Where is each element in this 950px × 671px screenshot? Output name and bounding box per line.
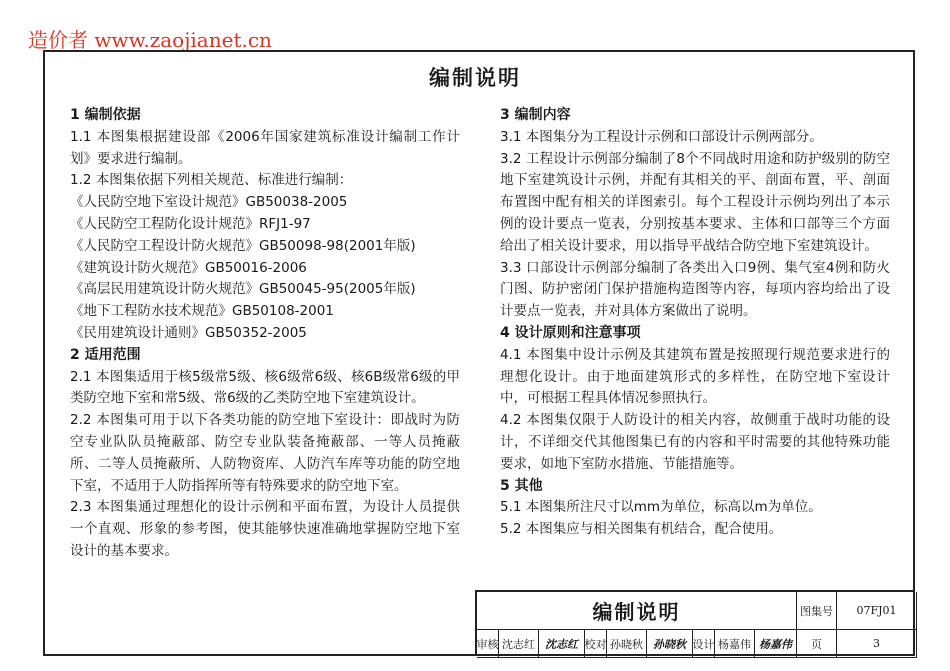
section-heading: 2 适用范围 [70,346,141,363]
section-heading: 4 设计原则和注意事项 [500,324,641,341]
paragraph: 《高层民用建筑设计防火规范》GB50045-95(2005年版) [70,281,416,298]
proofer-signature: 孙晓秋 [647,630,693,658]
paragraph: 1.1 本图集根据建设部《2006年国家建筑标准设计编制工作计划》要求进行编制。 [70,128,460,167]
paragraph: 5.2 本图集应与相关图集有机结合，配合使用。 [500,521,783,538]
designer-name: 杨嘉伟 [715,630,755,658]
proofer-name: 孙晓秋 [607,630,647,658]
paragraph: 5.1 本图集所注尺寸以mm为单位，标高以m为单位。 [500,499,822,516]
paragraph: 《人民防空地下室设计规范》GB50038-2005 [70,194,348,211]
page-label: 页 [797,630,837,658]
paragraph: 1.2 本图集依据下列相关规范、标准进行编制： [70,172,353,189]
reviewer-signature: 沈志红 [539,630,585,658]
paragraph: 《人民防空工程设计防火规范》GB50098-98(2001年版) [70,237,416,254]
section-heading: 1 编制依据 [70,107,141,123]
paragraph: 《人民防空工程防化设计规范》RFJ1-97 [70,215,311,232]
paragraph: 2.2 本图集可用于以下各类功能的防空地下室设计：即战时为防空专业队队员掩蔽部、防空专业队装备掩蔽部、一等人员掩蔽所、二等人员掩蔽所、人防物资库、人防汽车库等功能的防空地下室，不适用于人防指挥所等有特殊要求的防空地下室。 [70,412,460,494]
atlas-no-label: 图集号 [797,592,837,630]
paragraph: 2.3 本图集通过理想化的设计示例和平面布置，为设计人员提供一个直观、形象的参考图，使其能够快速准确地掌握防空地下室设计的基本要求。 [70,499,460,559]
proof-label: 校对 [585,630,607,658]
design-label: 设计 [693,630,715,658]
paragraph: 《地下工程防水技术规范》GB50108-2001 [70,303,334,320]
page-number: 3 [837,630,917,658]
right-column [500,105,890,541]
section-heading: 5 其他 [500,477,543,494]
review-label: 审核 [477,630,499,658]
reviewer-name: 沈志红 [499,630,539,658]
title-block-name: 编制说明 [477,592,797,630]
paragraph: 3.2 工程设计示例部分编制了8个不同战时用途和防护级别的防空地下室建筑设计示例，并配有其相关的平、剖面布置，平、剖面布置图中配有相关的详图索引。每个工程设计示例均列出了本示例的设计要点一览表，分别按基本要求、主体和口部等三个方面给出了相关设计要求，用以指导平战结合防空地下室建筑设计。 [500,150,890,254]
paragraph: 4.1 本图集中设计示例及其建筑布置是按照现行规范要求进行的理想化设计。由于地面建筑形式的多样性，在防空地下室设计中，可根据工程具体情况参照执行。 [500,346,890,407]
paragraph: 3.1 本图集分为工程设计示例和口部设计示例两部分。 [500,128,823,145]
left-column [70,105,460,563]
watermark: 造价者 www.zaojianet.cn [28,28,272,52]
paragraph: 3.3 口部设计示例部分编制了各类出入口9例、集气室4例和防火门图、防护密闭门保护措施构造图等内容，每项内容均给出了设计要点一览表，并对具体方案做出了说明。 [500,259,890,320]
page-title: 编制说明 [429,66,521,90]
paragraph: 4.2 本图集仅限于人防设计的相关内容，故侧重于战时功能的设计，不详细交代其他图集已有的内容和平时需要的其他特殊功能要求，如地下室防水措施、节能措施等。 [500,412,890,472]
paragraph: 2.1 本图集适用于核5级常5级、核6级常6级、核6B级常6级的甲类防空地下室和常5级、常6级的乙类防空地下室建筑设计。 [70,368,460,407]
title-block [475,590,915,656]
atlas-no: 07FJ01 [837,592,917,630]
section-heading: 3 编制内容 [500,107,571,123]
paragraph: 《建筑设计防火规范》GB50016-2006 [70,259,307,276]
paragraph: 《民用建筑设计通则》GB50352-2005 [70,324,307,341]
designer-signature: 杨嘉伟 [755,630,797,658]
